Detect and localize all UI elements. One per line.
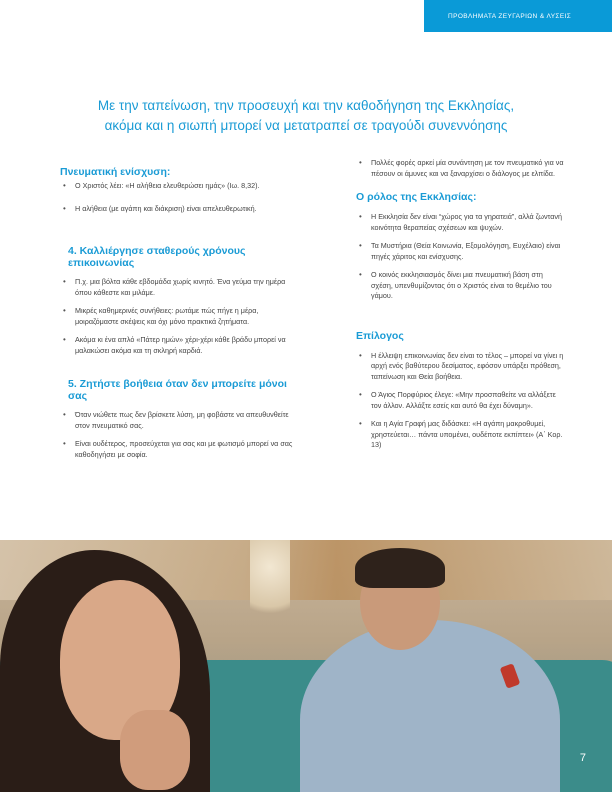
list-item: • Ακόμα κι ένα απλό «Πάτερ ημών» χέρι-χέρι κάθε βράδυ μπορεί να μαλακώσει ακόμα και τη σκληρή καρδιά. — [60, 335, 300, 356]
man-hair — [355, 548, 445, 588]
list-item: • Τα Μυστήρια (Θεία Κοινωνία, Εξομολόγηση, Ευχέλαιο) είναι πηγές χάριτος και ενίσχυσης. — [356, 241, 566, 262]
list-item: • Μικρές καθημερινές συνήθειες: ρωτάμε πώς πήγε η μέρα, μοιραζόμαστε σκέψεις και όχι μόνο πρακτικά ζητήματα. — [60, 306, 300, 327]
church-title: Ο ρόλος της Εκκλησίας: — [356, 191, 477, 203]
man-figure — [300, 620, 560, 792]
list-item: • Και η Αγία Γραφή μας διδάσκει: «Η αγάπη μακροθυμεί, χρηστεύεται… πάντα υπομένει, ουδέποτε εκπίπτει» (Α΄ Κορ. 13) — [356, 419, 566, 451]
woman-hand — [120, 710, 190, 790]
section-4-list — [60, 277, 300, 356]
epilogue-list — [356, 351, 566, 451]
intro-line-1: Με την ταπείνωση, την προσευχή και την καθοδήγηση της Εκκλησίας, — [97, 98, 515, 113]
page-number: 7 — [579, 752, 586, 764]
header-bar — [424, 0, 612, 32]
right-top-list — [356, 158, 566, 179]
list-item: • Ο κοινός εκκλησιασμός δίνει μια πνευματική βάση στη σχέση, υπενθυμίζοντας ότι ο Χριστός είναι το θεμέλιο του γάμου. — [356, 270, 566, 302]
list-item: • Ο Χριστός λέει: «Η αλήθεια ελευθερώσει ημάς» (Ιω. 8,32). — [60, 181, 300, 192]
intro-line-2: ακόμα και η σιωπή μπορεί να μετατραπεί σε τραγούδι συνεννόησης — [104, 118, 508, 133]
church-list — [356, 212, 566, 302]
section-4-title: 4. Καλλιέργησε σταθερούς χρόνους επικοινωνίας — [68, 245, 246, 269]
list-item: • Η αλήθεια (με αγάπη και διάκριση) είναι απελευθερωτική. — [60, 204, 300, 215]
list-item: • Πολλές φορές αρκεί μία συνάντηση με τον πνευματικό για να πέσουν οι άμυνες και να ξαναρχίσει ο διάλογος με ελπίδα. — [356, 158, 566, 179]
list-item: • Ο Άγιος Πορφύριος έλεγε: «Μην προσπαθείτε να αλλάξετε τον άλλον. Αλλάξτε εσείς και αυτό θα έχει δύναμη». — [356, 390, 566, 411]
epilogue-title: Επίλογος — [356, 329, 404, 342]
left-column — [60, 166, 300, 460]
lamp — [250, 540, 290, 630]
intro-quote — [40, 96, 572, 136]
list-item: • Είναι ουδέτερος, προσεύχεται για σας και με φωτισμό μπορεί να σας καθοδηγήσει με σοφία. — [60, 439, 300, 460]
list-item: • Όταν νιώθετε πως δεν βρίσκετε λύση, μη φοβάστε να απευθυνθείτε στον πνευματικό σας. — [60, 410, 300, 431]
list-item: • Η Εκκλησία δεν είναι “χώρος για τα γηρατειά”, αλλά ζωντανή κοινότητα θεραπείας σχέσεων και ψυχών. — [356, 212, 566, 233]
spiritual-list — [60, 181, 300, 214]
header-title: ΠΡΟΒΛΗΜΑΤΑ ΖΕΥΓΑΡΙΩΝ & ΛΥΣΕΙΣ — [448, 12, 572, 20]
spiritual-title: Πνευματική ενίσχυση: — [60, 166, 171, 178]
couple-photo — [0, 540, 612, 792]
list-item: • Π.χ. μια βόλτα κάθε εβδομάδα χωρίς κινητό. Ένα γεύμα την ημέρα όπου κάθεστε και μιλάμε. — [60, 277, 300, 298]
right-column — [356, 158, 566, 451]
section-5-list — [60, 410, 300, 460]
list-item: • Η έλλειψη επικοινωνίας δεν είναι το τέλος – μπορεί να γίνει η αρχή ενός βαθύτερου δεσίματος, εφόσον υπάρξει πρόθεση, ταπείνωση και Θεία βοήθεια. — [356, 351, 566, 383]
section-5-title: 5. Ζητήστε βοήθεια όταν δεν μπορείτε μόνοι σας — [68, 378, 287, 402]
